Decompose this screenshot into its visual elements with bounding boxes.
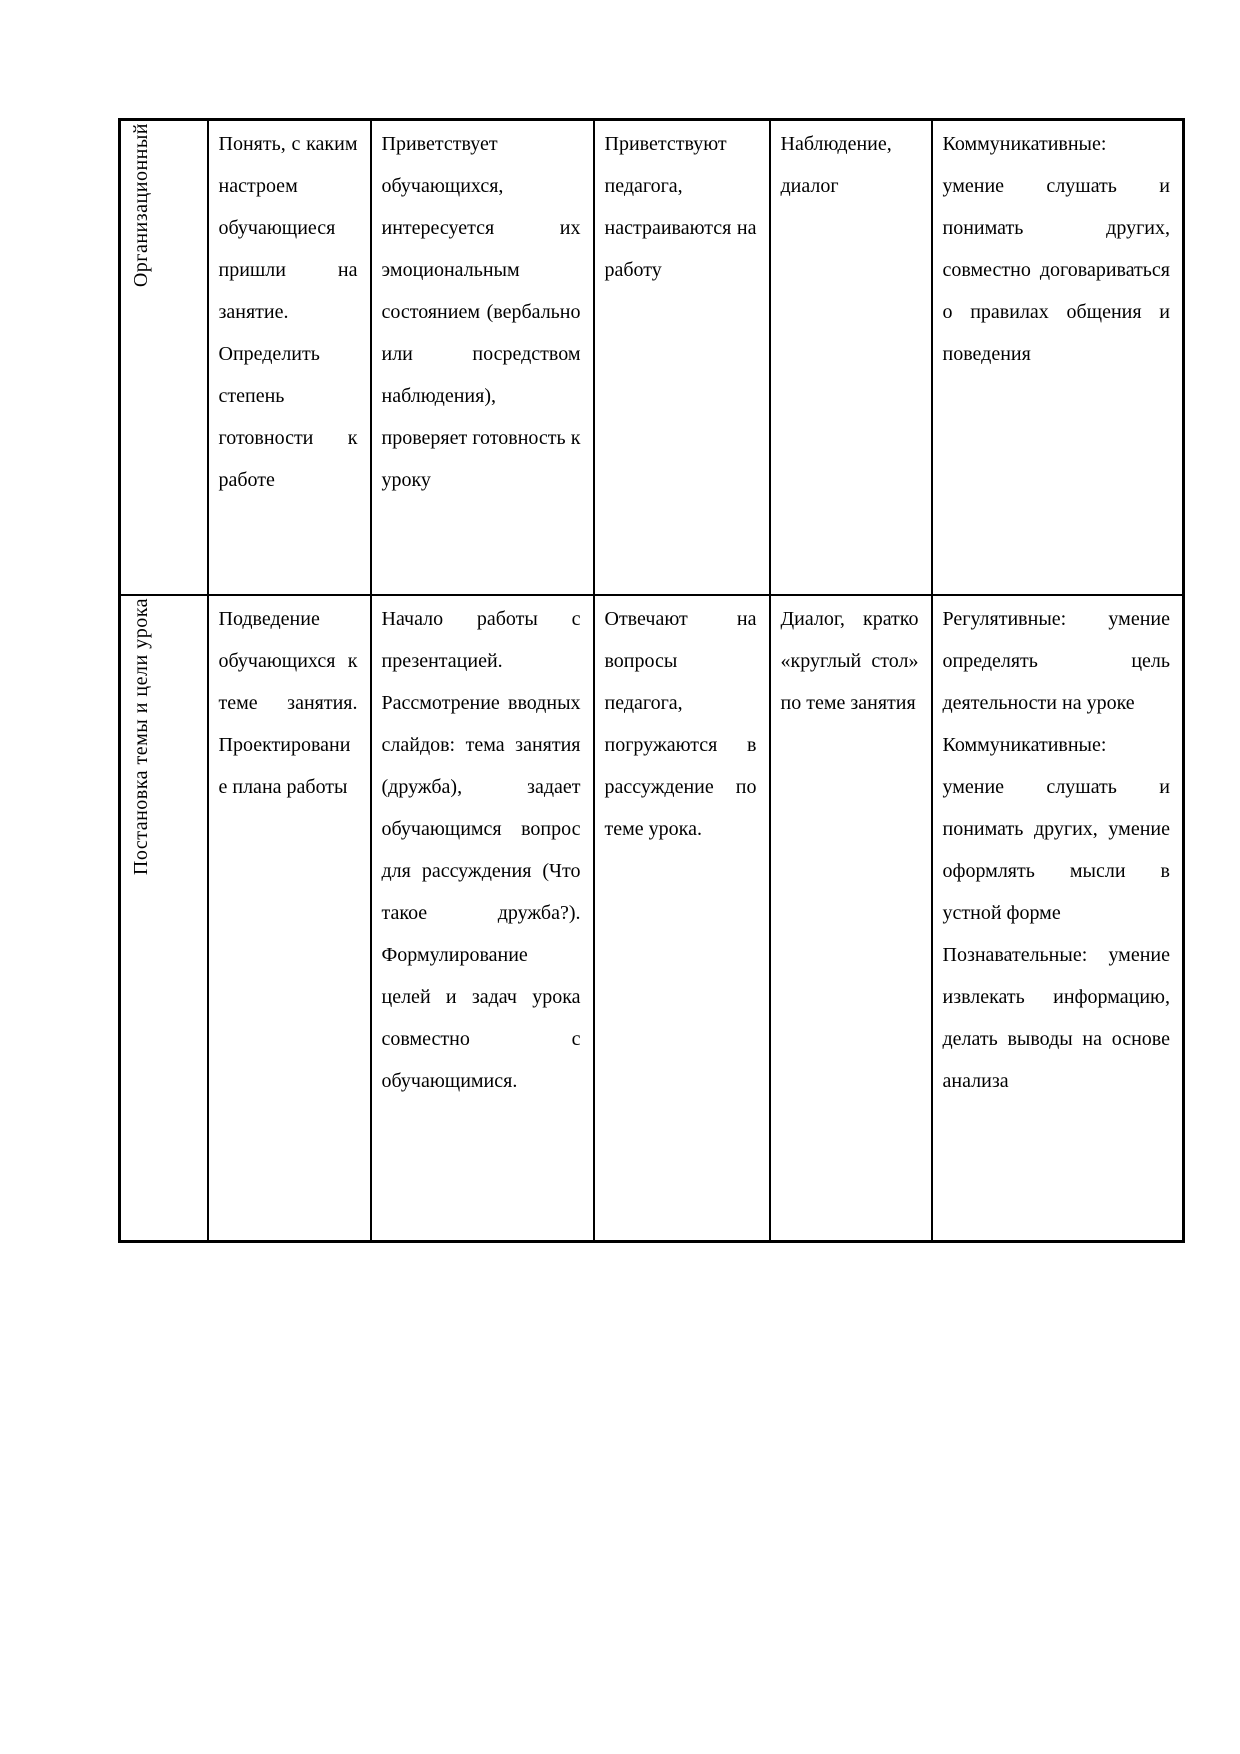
task-cell <box>208 595 371 1242</box>
teacher-activity-text: Начало работы с презентацией. Рассмотрение вводных слайдов: тема занятия (дружба), задает обучающимся вопрос для рассуждения (Что такое дружба?). Формулирование целей и задач урока совместно с обучающимися. <box>381 607 581 1092</box>
teacher-activity-text: Приветствует обучающихся, интересуется их эмоциональным состоянием (вербально или посредством наблюдения), проверяет готовность к уроку <box>381 133 581 491</box>
teacher-activity-cell <box>371 120 594 595</box>
stage-cell-organizational <box>120 120 208 595</box>
methods-text: Диалог, кратко «круглый стол» по теме занятия <box>780 607 919 714</box>
table-row-topic-and-goals <box>120 595 1184 1242</box>
teacher-activity-cell <box>371 595 594 1242</box>
uud-communicative-text: Коммуникативные: умение слушать и понимать других, умение оформлять мысли в устной форме <box>942 733 1170 924</box>
student-activity-cell <box>594 120 770 595</box>
task-text: Понять, с каким настроем обучающиеся пришли на занятие. Определить степень готовности к работе <box>218 133 358 491</box>
uud-cell <box>932 595 1184 1242</box>
student-activity-text: Отвечают на вопросы педагога, погружаются в рассуждение по теме урока. <box>604 607 757 840</box>
lesson-plan-table <box>118 118 1185 1243</box>
table-row-organizational <box>120 120 1184 595</box>
uud-regulative-text: Регулятивные: умение определять цель деятельности на уроке <box>942 607 1170 714</box>
task-cell <box>208 120 371 595</box>
methods-cell <box>770 595 932 1242</box>
methods-text: Наблюдение, диалог <box>780 133 892 197</box>
stage-label-vertical: Организационный <box>130 123 152 288</box>
uud-cognitive-text: Познавательные: умение извлекать информацию, делать выводы на основе анализа <box>942 943 1170 1092</box>
uud-cell <box>932 120 1184 595</box>
task-text: Подведение обучающихся к теме занятия. Проектирование плана работы <box>218 607 358 798</box>
student-activity-cell <box>594 595 770 1242</box>
uud-communicative-text: Коммуникативные: умение слушать и понимать других, совместно договариваться о правилах общения и поведения <box>942 133 1170 365</box>
stage-label-vertical: Постановка темы и цели урока <box>130 597 152 875</box>
methods-cell <box>770 120 932 595</box>
student-activity-text: Приветствуют педагога, настраиваются на работу <box>604 133 757 281</box>
stage-cell-topic-goals <box>120 595 208 1242</box>
